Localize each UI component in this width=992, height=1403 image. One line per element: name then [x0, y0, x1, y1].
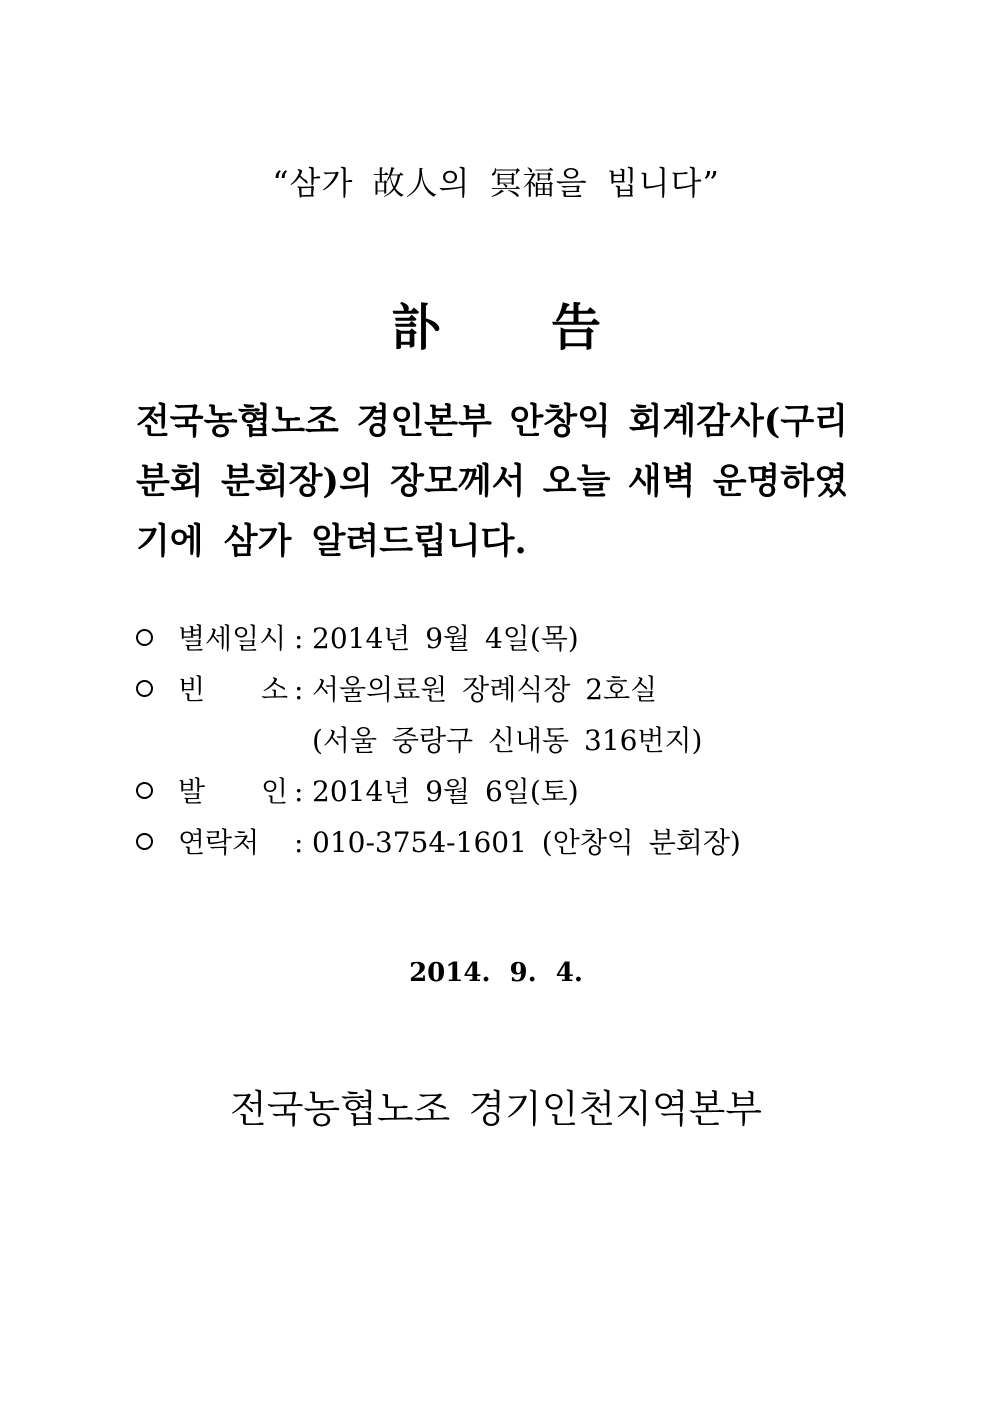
announcement-paragraph: [136, 392, 848, 572]
announcement-line-2: 분회 분회장)의 장모께서 오늘 새벽 운명하였: [136, 461, 848, 502]
issuer-name: 전국농협노조 경기인천지역본부: [230, 1087, 762, 1131]
condolence-phrase: “삼가 故人의 冥福을 빕니다”: [272, 164, 720, 202]
detail-value: 서울의료원 장례식장 2호실: [312, 673, 658, 706]
detail-separator: :: [294, 622, 304, 655]
detail-separator: :: [294, 775, 304, 808]
circle-bullet-icon: [136, 782, 153, 799]
announcement-line-1: 전국농협노조 경인본부 안창익 회계감사(구리: [136, 401, 848, 442]
detail-label: 연락처: [178, 826, 260, 859]
title-char-1: 訃: [391, 298, 441, 357]
detail-label: 별세일시: [178, 622, 287, 655]
circle-bullet-icon: [136, 833, 153, 850]
detail-label: 발 인: [178, 775, 288, 808]
detail-value: 2014년 9월 4일(목): [312, 622, 579, 655]
notice-title: [0, 288, 992, 360]
notice-date: 2014. 9. 4.: [409, 958, 583, 988]
circle-bullet-icon: [136, 629, 153, 646]
detail-label: 빈 소: [178, 673, 288, 706]
detail-address: (서울 중랑구 신내동 316번지): [312, 724, 703, 757]
detail-value: 010-3754-1601 (안창익 분회장): [312, 826, 741, 859]
announcement-line-3: 기에 삼가 알려드립니다.: [136, 521, 527, 562]
detail-separator: :: [294, 673, 304, 706]
detail-value: 2014년 9월 6일(토): [312, 775, 579, 808]
circle-bullet-icon: [136, 680, 153, 697]
detail-separator: :: [294, 826, 304, 859]
title-char-2: 告: [551, 298, 601, 357]
